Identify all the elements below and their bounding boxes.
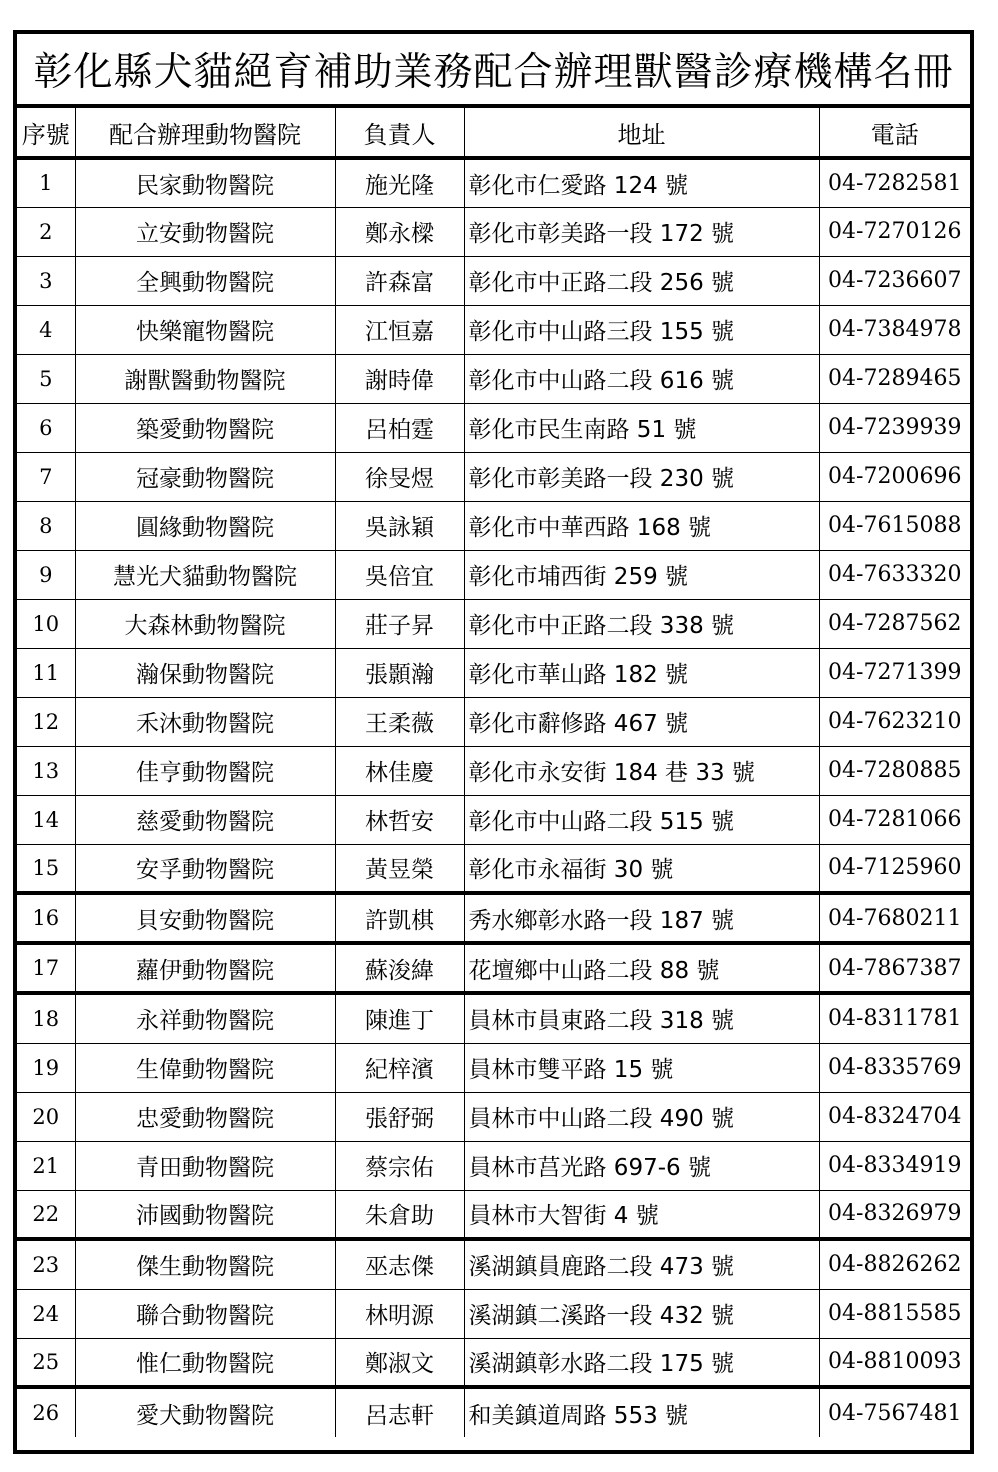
cell-no: 15 [17, 844, 75, 893]
cell-phone: 04-7281066 [819, 795, 970, 844]
cell-address: 員林市莒光路 697-6 號 [464, 1141, 819, 1190]
cell-no: 25 [17, 1338, 75, 1387]
cell-no: 16 [17, 893, 75, 943]
cell-person: 吳倍宜 [335, 550, 464, 599]
table-row [17, 305, 970, 354]
cell-address: 彰化市華山路 182 號 [464, 648, 819, 697]
cell-no: 11 [17, 648, 75, 697]
header-no: 序號 [17, 108, 75, 158]
header-person: 負責人 [335, 108, 464, 158]
cell-hospital: 傑生動物醫院 [75, 1239, 335, 1289]
header-address: 地址 [464, 108, 819, 158]
cell-no: 7 [17, 452, 75, 501]
cell-phone: 04-7287562 [819, 599, 970, 648]
table-row [17, 943, 970, 993]
table-row [17, 697, 970, 746]
document-title: 彰化縣犬貓絕育補助業務配合辦理獸醫診療機構名冊 [17, 34, 970, 108]
cell-address: 彰化市辭修路 467 號 [464, 697, 819, 746]
document-frame [13, 30, 974, 1454]
table-row [17, 354, 970, 403]
cell-person: 謝時偉 [335, 354, 464, 403]
cell-address: 彰化市彰美路一段 230 號 [464, 452, 819, 501]
cell-phone: 04-8826262 [819, 1239, 970, 1289]
cell-no: 5 [17, 354, 75, 403]
cell-person: 施光隆 [335, 158, 464, 207]
header-phone: 電話 [819, 108, 970, 158]
cell-hospital: 蘿伊動物醫院 [75, 943, 335, 993]
header-hospital: 配合辦理動物醫院 [75, 108, 335, 158]
cell-hospital: 安孚動物醫院 [75, 844, 335, 893]
cell-hospital: 快樂寵物醫院 [75, 305, 335, 354]
cell-no: 19 [17, 1043, 75, 1092]
cell-address: 員林市雙平路 15 號 [464, 1043, 819, 1092]
cell-hospital: 惟仁動物醫院 [75, 1338, 335, 1387]
table-row [17, 599, 970, 648]
table-row [17, 993, 970, 1043]
cell-person: 林明源 [335, 1289, 464, 1338]
cell-person: 莊子昇 [335, 599, 464, 648]
cell-phone: 04-7200696 [819, 452, 970, 501]
cell-phone: 04-7239939 [819, 403, 970, 452]
cell-no: 17 [17, 943, 75, 993]
table-row [17, 403, 970, 452]
cell-phone: 04-7289465 [819, 354, 970, 403]
cell-hospital: 愛犬動物醫院 [75, 1387, 335, 1437]
cell-address: 彰化市民生南路 51 號 [464, 403, 819, 452]
cell-hospital: 築愛動物醫院 [75, 403, 335, 452]
cell-no: 4 [17, 305, 75, 354]
cell-phone: 04-7282581 [819, 158, 970, 207]
table-row [17, 501, 970, 550]
cell-no: 14 [17, 795, 75, 844]
table-row [17, 648, 970, 697]
cell-address: 彰化市永福街 30 號 [464, 844, 819, 893]
table-row [17, 1289, 970, 1338]
cell-person: 陳進丁 [335, 993, 464, 1043]
cell-person: 江恒嘉 [335, 305, 464, 354]
cell-phone: 04-7680211 [819, 893, 970, 943]
cell-person: 呂志軒 [335, 1387, 464, 1437]
cell-hospital: 佳亨動物醫院 [75, 746, 335, 795]
cell-hospital: 全興動物醫院 [75, 256, 335, 305]
table-row [17, 1387, 970, 1437]
cell-no: 8 [17, 501, 75, 550]
cell-person: 吳詠穎 [335, 501, 464, 550]
cell-person: 鄭淑文 [335, 1338, 464, 1387]
cell-address: 花壇鄉中山路二段 88 號 [464, 943, 819, 993]
cell-no: 3 [17, 256, 75, 305]
cell-address: 和美鎮道周路 553 號 [464, 1387, 819, 1437]
table-row [17, 452, 970, 501]
cell-no: 18 [17, 993, 75, 1043]
cell-phone: 04-7623210 [819, 697, 970, 746]
cell-no: 10 [17, 599, 75, 648]
cell-address: 秀水鄉彰水路一段 187 號 [464, 893, 819, 943]
cell-address: 彰化市彰美路一段 172 號 [464, 207, 819, 256]
cell-address: 彰化市中山路三段 155 號 [464, 305, 819, 354]
cell-person: 林佳慶 [335, 746, 464, 795]
cell-no: 21 [17, 1141, 75, 1190]
cell-phone: 04-8334919 [819, 1141, 970, 1190]
cell-phone: 04-7867387 [819, 943, 970, 993]
cell-hospital: 生偉動物醫院 [75, 1043, 335, 1092]
cell-person: 許凱棋 [335, 893, 464, 943]
table-row [17, 1338, 970, 1387]
cell-phone: 04-7633320 [819, 550, 970, 599]
cell-address: 彰化市永安街 184 巷 33 號 [464, 746, 819, 795]
table-row [17, 795, 970, 844]
cell-no: 6 [17, 403, 75, 452]
cell-address: 彰化市中正路二段 256 號 [464, 256, 819, 305]
cell-hospital: 青田動物醫院 [75, 1141, 335, 1190]
cell-hospital: 貝安動物醫院 [75, 893, 335, 943]
cell-no: 1 [17, 158, 75, 207]
cell-phone: 04-7384978 [819, 305, 970, 354]
cell-address: 彰化市中山路二段 616 號 [464, 354, 819, 403]
cell-person: 王柔薇 [335, 697, 464, 746]
cell-hospital: 慧光犬貓動物醫院 [75, 550, 335, 599]
cell-person: 巫志傑 [335, 1239, 464, 1289]
table-row [17, 1141, 970, 1190]
cell-address: 溪湖鎮員鹿路二段 473 號 [464, 1239, 819, 1289]
cell-person: 張舒弼 [335, 1092, 464, 1141]
cell-phone: 04-8335769 [819, 1043, 970, 1092]
cell-hospital: 忠愛動物醫院 [75, 1092, 335, 1141]
cell-hospital: 謝獸醫動物醫院 [75, 354, 335, 403]
header-row [17, 108, 970, 158]
cell-address: 溪湖鎮二溪路一段 432 號 [464, 1289, 819, 1338]
cell-phone: 04-8324704 [819, 1092, 970, 1141]
cell-no: 20 [17, 1092, 75, 1141]
cell-no: 23 [17, 1239, 75, 1289]
table-row [17, 746, 970, 795]
cell-phone: 04-7125960 [819, 844, 970, 893]
cell-address: 員林市中山路二段 490 號 [464, 1092, 819, 1141]
cell-phone: 04-7236607 [819, 256, 970, 305]
table-row [17, 550, 970, 599]
cell-hospital: 圓緣動物醫院 [75, 501, 335, 550]
cell-address: 員林市大智街 4 號 [464, 1190, 819, 1239]
table-row [17, 1190, 970, 1239]
table-row [17, 1092, 970, 1141]
cell-phone: 04-7270126 [819, 207, 970, 256]
cell-hospital: 慈愛動物醫院 [75, 795, 335, 844]
clinic-table [17, 108, 970, 1437]
cell-person: 張顥瀚 [335, 648, 464, 697]
cell-no: 22 [17, 1190, 75, 1239]
cell-no: 12 [17, 697, 75, 746]
cell-hospital: 聯合動物醫院 [75, 1289, 335, 1338]
cell-address: 彰化市中山路二段 515 號 [464, 795, 819, 844]
cell-phone: 04-7280885 [819, 746, 970, 795]
cell-address: 彰化市仁愛路 124 號 [464, 158, 819, 207]
cell-no: 26 [17, 1387, 75, 1437]
cell-person: 朱倉助 [335, 1190, 464, 1239]
cell-phone: 04-7615088 [819, 501, 970, 550]
cell-person: 紀梓濱 [335, 1043, 464, 1092]
cell-person: 黃昱榮 [335, 844, 464, 893]
table-row [17, 1239, 970, 1289]
cell-phone: 04-7567481 [819, 1387, 970, 1437]
cell-hospital: 立安動物醫院 [75, 207, 335, 256]
table-row [17, 256, 970, 305]
cell-address: 溪湖鎮彰水路二段 175 號 [464, 1338, 819, 1387]
cell-phone: 04-8311781 [819, 993, 970, 1043]
cell-hospital: 禾沐動物醫院 [75, 697, 335, 746]
cell-phone: 04-8326979 [819, 1190, 970, 1239]
cell-no: 13 [17, 746, 75, 795]
cell-address: 彰化市埔西街 259 號 [464, 550, 819, 599]
cell-no: 24 [17, 1289, 75, 1338]
cell-person: 呂柏霆 [335, 403, 464, 452]
cell-phone: 04-8810093 [819, 1338, 970, 1387]
table-row [17, 893, 970, 943]
cell-phone: 04-8815585 [819, 1289, 970, 1338]
cell-no: 9 [17, 550, 75, 599]
cell-phone: 04-7271399 [819, 648, 970, 697]
cell-person: 鄭永樑 [335, 207, 464, 256]
cell-person: 許森富 [335, 256, 464, 305]
cell-address: 彰化市中華西路 168 號 [464, 501, 819, 550]
table-row [17, 1043, 970, 1092]
cell-hospital: 民家動物醫院 [75, 158, 335, 207]
cell-address: 員林市員東路二段 318 號 [464, 993, 819, 1043]
cell-address: 彰化市中正路二段 338 號 [464, 599, 819, 648]
cell-no: 2 [17, 207, 75, 256]
cell-hospital: 瀚保動物醫院 [75, 648, 335, 697]
cell-person: 林哲安 [335, 795, 464, 844]
cell-person: 蔡宗佑 [335, 1141, 464, 1190]
cell-hospital: 大森林動物醫院 [75, 599, 335, 648]
cell-hospital: 永祥動物醫院 [75, 993, 335, 1043]
table-row [17, 207, 970, 256]
cell-hospital: 冠豪動物醫院 [75, 452, 335, 501]
cell-person: 蘇浚緯 [335, 943, 464, 993]
table-row [17, 844, 970, 893]
cell-person: 徐旻煜 [335, 452, 464, 501]
cell-hospital: 沛國動物醫院 [75, 1190, 335, 1239]
table-row [17, 158, 970, 207]
